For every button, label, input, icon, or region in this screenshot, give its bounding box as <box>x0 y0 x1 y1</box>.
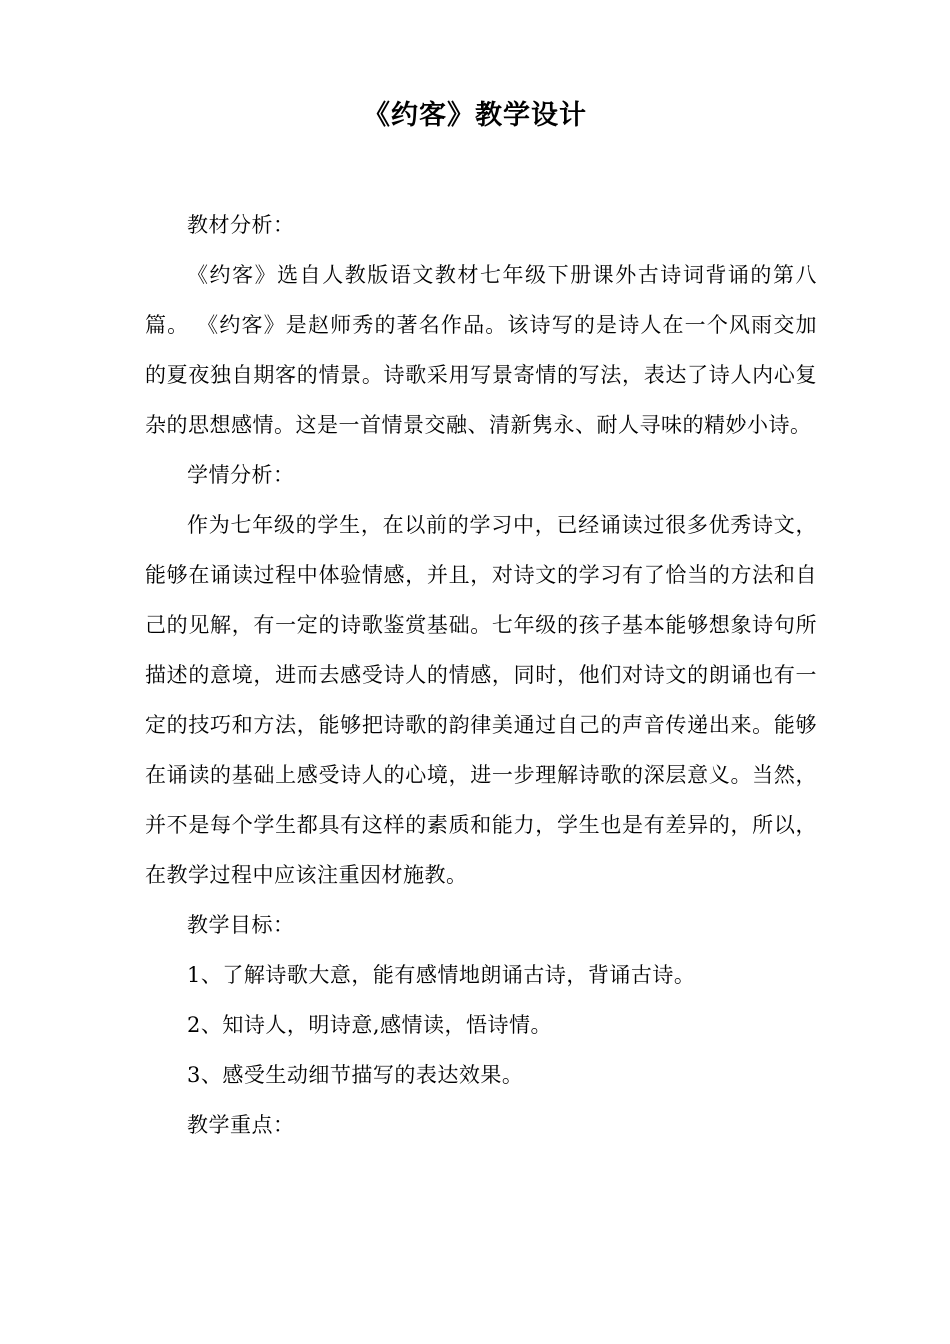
section-heading-teaching-objectives: 教学目标： <box>187 913 295 937</box>
section-heading-teaching-focus: 教学重点： <box>187 1113 295 1137</box>
document-body <box>145 200 817 1150</box>
paragraph-learner-analysis: 作为七年级的学生，在以前的学习中，已经诵读过很多优秀诗文，能够在诵读过程中体验情感，并且，对诗文的学习有了恰当的方法和自己的见解，有一定的诗歌鉴赏基础。七年级的孩子基本能够想象诗句所描述的意境，进而去感受诗人的情感，同时，他们对诗文的朗诵也有一定的技巧和方法，能够把诗歌的韵律美通过自己的声音传递出来。能够在诵读的基础上感受诗人的心境，进一步理解诗歌的深层意义。当然，并不是每个学生都具有这样的素质和能力，学生也是有差异的，所以，在教学过程中应该注重因材施教。 <box>145 513 817 887</box>
section-heading-material-analysis: 教材分析： <box>187 213 295 237</box>
document-title: 《约客》教学设计 <box>363 100 587 131</box>
paragraph-material-analysis: 《约客》选自人教版语文教材七年级下册课外古诗词背诵的第八篇。 《约客》是赵师秀的著名作品。该诗写的是诗人在一个风雨交加的夏夜独自期客的情景。诗歌采用写景寄情的写法，表达了诗人内心复杂的思想感情。这是一首情景交融、清新隽永、耐人寻味的精妙小诗。 <box>145 263 817 437</box>
section-heading-learner-analysis: 学情分析： <box>187 463 295 487</box>
objective-item-2: 2、知诗人，明诗意,感情读，悟诗情。 <box>187 1013 553 1037</box>
objective-item-1: 1、了解诗歌大意，能有感情地朗诵古诗，背诵古诗。 <box>187 963 696 987</box>
objective-item-3: 3、感受生动细节描写的表达效果。 <box>187 1063 524 1087</box>
